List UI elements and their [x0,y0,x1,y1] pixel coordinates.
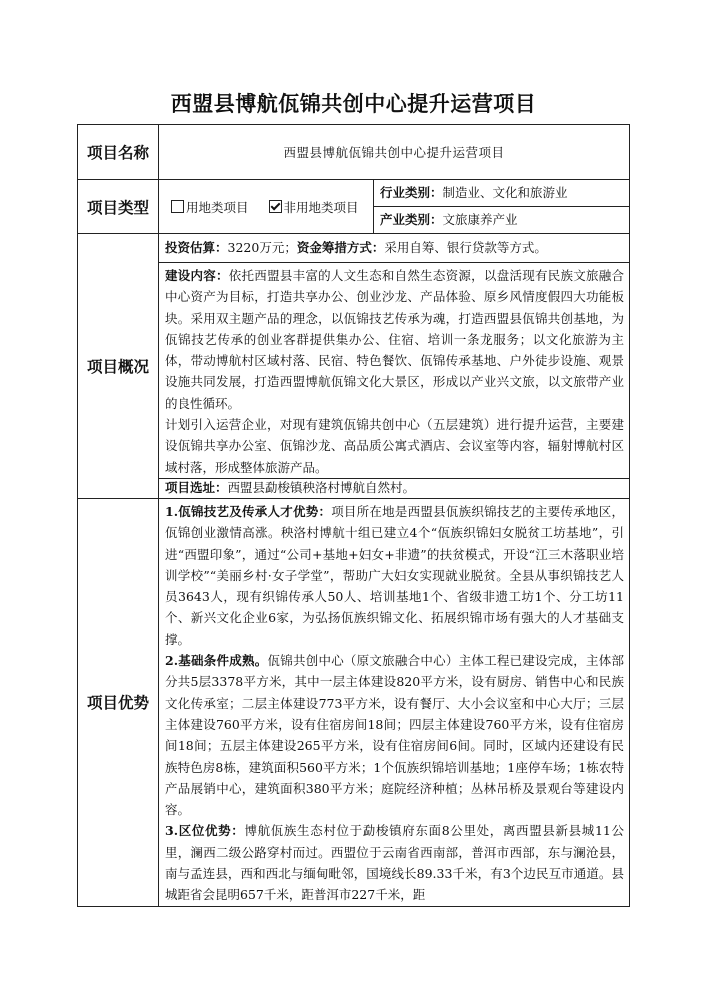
row-construction [78,263,630,479]
advantage-heading-1: 1.佤锦技艺及传承人才优势： [165,503,332,519]
advantage-para-2 [165,650,624,820]
option-nonland[interactable] [269,200,359,215]
checkbox-land-icon[interactable] [171,200,184,213]
construction-para-2: 计划引入运营企业，对现有建筑佤锦共创中心（五层建筑）进行提升运营，主要建设佤锦共享办公室、佤锦沙龙、高品质公寓式酒店、会议室等内容，辐射博航村区域村落，形成整体旅游产品。 [165,417,625,475]
site-cell [159,478,630,498]
project-info-table [77,124,630,907]
sector-category [374,206,629,233]
advantage-text-2: 佤锦共创中心（原文旅融合中心）主体工程已建设完成，主体部分共5层3378平方米，其中一层主体建设820平方米，设有厨房、销售中心和民族文化传承室；二层主体建设773平方米，设有餐厅、大小会议室和中心大厅；三层主体建设760平方米，设有住宿房间18间；四层主体建设760平方米，设有住宿房间18间；五层主体建设265平方米，设有住宿房间6间。同时，区域内还建设有民族特色房8栋，建筑面积560平方米；1个佤族织锦培训基地；1座停车场；1栋农特产品展销中心，建筑面积380平方米；庭院经济种植；丛林吊桥及景观台等建设内容。 [165,653,625,818]
row-advantages [78,498,630,906]
industry-value: 制造业、文化和旅游业 [442,185,568,200]
project-category-cell [374,180,630,234]
site-label: 项目选址： [165,479,228,495]
label-project-advantages: 项目优势 [78,498,159,906]
option-land-label: 用地类项目 [186,199,249,215]
site-value: 西盟县勐梭镇秧洛村博航自然村。 [227,479,416,495]
advantage-heading-2: 2.基础条件成熟。 [165,653,268,669]
value-project-name: 西盟县博航佤锦共创中心提升运营项目 [159,125,630,180]
label-project-type: 项目类型 [78,180,159,234]
advantage-heading-3: 3.区位优势： [165,823,245,839]
fund-value: 采用自筹、银行贷款等方式。 [384,240,547,256]
checkbox-checked-icon[interactable] [269,200,282,213]
project-type-options [159,180,374,234]
document-title: 西盟县博航佤锦共创中心提升运营项目 [170,91,537,116]
sector-value: 文旅康养产业 [442,212,518,227]
advantage-para-3 [165,820,624,905]
option-nonland-label: 非用地类项目 [283,199,359,215]
advantage-text-3: 博航佤族生态村位于勐梭镇府东面8公里处，离西盟县新县城11公里，澜西二级公路穿村而过。西盟位于云南省西南部，普洱市西部，东与澜沧县，南与孟连县，西和西北与缅甸毗邻，国境线长89.33千米，有3个边民互市通道。县城距省会昆明657千米，距普洱市227千米，距 [165,823,625,903]
row-investment [78,234,630,263]
label-project-name: 项目名称 [78,125,159,180]
advantages-cell [159,498,630,906]
content-label: 建设内容： [165,268,229,283]
content-text-1: 依托西盟县丰富的人文生态和自然生态资源，以盘活现有民族文旅融合中心资产为目标，打造共享办公、创业沙龙、产品体验、原乡风情度假四大功能板块。采用双主题产品的理念，以佤锦技艺传承为魂，打造西盟县佤锦共创基地，为佤锦技艺传承的创业客群提供集办公、住宿、培训一条龙服务；以文化旅游为主体，带动博航村区域村落、民宿、特色餐饮、佤锦传承基地、户外徒步设施、观景设施共同发展，打造西盟博航佤锦文化大景区，形成以产业兴文旅，以文旅带产业的良性循环。 [165,268,625,411]
construction-para-1 [165,265,624,414]
label-project-overview: 项目概况 [78,234,159,499]
advantage-para-1 [165,501,624,650]
investment-cell [159,234,630,263]
row-project-name [78,125,630,180]
industry-category [374,180,629,206]
option-land[interactable] [171,200,253,215]
invest-value: 3220万元； [227,240,297,256]
row-project-type [78,180,630,234]
sector-label: 产业类别： [380,212,443,227]
advantage-text-1: 项目所在地是西盟县佤族织锦技艺的主要传承地区，佤锦创业激情高涨。秧洛村博航十组已建立4个“佤族织锦妇女脱贫工坊基地”，引进“西盟印象”，通过“公司+基地+妇女+非遗”的扶贫模式，开设“江三木落职业培训学校”“美丽乡村·女子学堂”，帮助广大妇女实现就业脱贫。全县从事织锦技艺人员3643人，现有织锦传承人50人、培训基地1个、省级非遗工坊1个、分工坊11个、新兴文化企业6家，为弘扬佤族织锦文化、拓展织锦市场有强大的人才基础支撑。 [165,503,625,647]
row-site [78,478,630,498]
construction-cell [159,263,630,479]
invest-label: 投资估算： [165,240,228,256]
fund-label: 资金筹措方式： [296,240,385,256]
industry-label: 行业类别： [380,185,443,200]
